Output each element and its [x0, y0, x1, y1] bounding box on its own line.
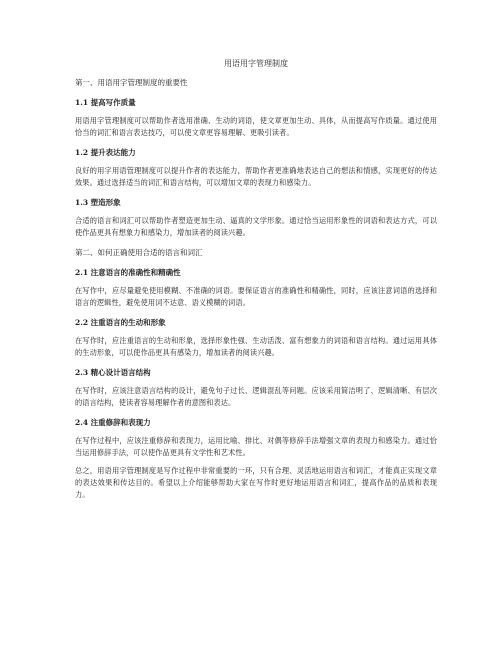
- paragraph-1-3: 合适的语言和词汇可以帮助作者塑造更加生动、逼真的文学形象。通过恰当运用形象性的词语和表达方式，可以使作品更具有想象力和感染力，增加读者的阅读兴趣。: [75, 216, 437, 237]
- paragraph-1-1: 用语用字管理制度可以帮助作者选用准确、生动的词语，使文章更加生动、具体，从而提高写作质量。通过使用恰当的词汇和语言表达技巧，可以使文章更容易理解、更吸引读者。: [75, 116, 437, 137]
- document-page: [75, 58, 437, 509]
- paragraph-2-4: 在写作过程中，应该注重修辞和表现力，运用比喻、排比、对偶等修辞手法增强文章的表现力和感染力。通过恰当运用修辞手法，可以使作品更具有文学性和艺术性。: [75, 436, 437, 457]
- paragraph-2-2: 在写作时，应注重语言的生动和形象，选择形象性强、生动活泼、富有想象力的词语和语言结构。通过运用具体的生动形象，可以使作品更具有感染力，增加读者的阅读兴趣。: [75, 336, 437, 357]
- subsection-heading-2-4: 2.4 注重修辞和表现力: [75, 418, 151, 427]
- paragraph-2-1: 在写作中，应尽量避免使用模糊、不准确的词语。要保证语言的准确性和精确性，同时，应该注意词语的选择和语言的逻辑性，避免使用词不达意、语义模糊的词语。: [75, 286, 437, 307]
- document-title: 用语用字管理制度: [224, 59, 288, 68]
- subsection-heading-1-1: 1.1 提高写作质量: [75, 98, 136, 107]
- conclusion-paragraph: 总之，用语用字管理制度是写作过程中非常重要的一环，只有合理、灵活地运用语言和词汇，才能真正实现文章的表达效果和传达目的。希望以上介绍能够帮助大家在写作时更好地运用语言和词汇，提高作品的品质和表现力。: [75, 466, 437, 499]
- section-heading-1: 第一、用语用字管理制度的重要性: [75, 78, 188, 87]
- paragraph-1-2: 良好的用字用语管理制度可以提升作者的表达能力，帮助作者更准确地表达自己的想法和情感，实现更好的传达效果。通过选择适当的词汇和语言结构，可以增加文章的表现力和感染力。: [75, 166, 437, 187]
- subsection-heading-2-3: 2.3 精心设计语言结构: [75, 368, 151, 377]
- paragraph-2-3: 在写作时，应该注意语言结构的设计，避免句子过长、逻辑混乱等问题。应该采用简洁明了、逻辑清晰、有层次的语言结构，使读者容易理解作者的意图和表达。: [75, 386, 437, 407]
- subsection-heading-1-2: 1.2 提升表达能力: [75, 148, 136, 157]
- section-heading-2: 第二、如何正确使用合适的语言和词汇: [75, 248, 203, 257]
- subsection-heading-2-2: 2.2 注重语言的生动和形象: [75, 318, 166, 327]
- subsection-heading-2-1: 2.1 注意语言的准确性和精确性: [75, 268, 181, 277]
- subsection-heading-1-3: 1.3 塑造形象: [75, 198, 121, 207]
